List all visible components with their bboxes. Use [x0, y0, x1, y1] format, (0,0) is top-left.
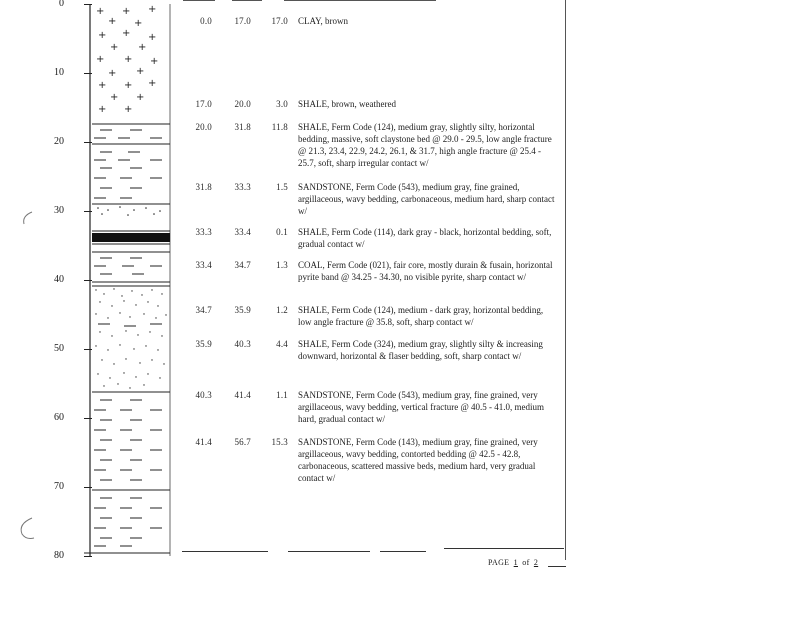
- svg-text:+: +: [110, 92, 119, 103]
- depth-label: 10: [54, 67, 64, 78]
- row-desc: SANDSTONE, Ferm Code (543), medium gray, fine grained, very argillaceous, wavy bedding, vertical fracture @ 40.5 - 41.0, medium hard, gradual contact w/: [298, 390, 545, 424]
- row-to: 33.4: [234, 227, 251, 237]
- row-to: 40.3: [234, 339, 251, 349]
- row-desc: CLAY, brown: [298, 16, 349, 26]
- row-from: 41.4: [195, 437, 212, 447]
- shale-pattern-mid: [92, 252, 170, 282]
- row-desc: COAL, Ferm Code (021), fair core, mostly durain & fusain, horizontal pyrite band @ 34.25 - 34.30, no visible pyrite, sharp contact w/: [298, 260, 553, 282]
- row-desc: SHALE, Ferm Code (114), dark gray - black, horizontal bedding, soft, gradual contact w/: [298, 227, 552, 249]
- table-right-rule: [565, 0, 566, 560]
- depth-label: 60: [54, 412, 64, 423]
- row-to: 20.0: [234, 99, 251, 109]
- svg-text:+: +: [108, 68, 117, 79]
- svg-text:+: +: [138, 42, 147, 53]
- sandstone-pattern-main: [95, 288, 166, 388]
- row-desc: SHALE, Ferm Code (124), medium - dark gray, horizontal bedding, low angle fracture @ 35.8, soft, sharp contact w/: [298, 305, 544, 327]
- svg-text:+: +: [108, 16, 117, 27]
- depth-tick: [84, 556, 92, 557]
- row-to: 41.4: [234, 390, 251, 400]
- row-from: 17.0: [195, 99, 212, 109]
- svg-text:+: +: [148, 78, 157, 89]
- row-thick: 1.1: [276, 390, 288, 400]
- depth-label: 20: [54, 136, 64, 147]
- row-thick: 4.4: [276, 339, 288, 349]
- depth-tick: [84, 4, 92, 5]
- svg-text:+: +: [122, 6, 131, 17]
- bottom-rule: [444, 548, 564, 549]
- row-from: 35.9: [195, 339, 212, 349]
- shale-pattern-upper: [92, 124, 170, 198]
- footer-rule: [548, 566, 566, 567]
- header-rule-left: [183, 0, 215, 1]
- svg-text:+: +: [134, 18, 143, 29]
- depth-label: 30: [54, 205, 64, 216]
- svg-text:+: +: [96, 54, 105, 65]
- page-footer: [488, 558, 540, 567]
- svg-text:+: +: [96, 6, 105, 17]
- row-thick: 11.8: [271, 122, 288, 132]
- row-thick: 1.5: [276, 182, 288, 192]
- svg-text:+: +: [136, 92, 145, 103]
- header-rule-mid: [232, 0, 262, 1]
- depth-label: 0: [59, 0, 64, 9]
- depth-tick: [84, 349, 92, 350]
- depth-label: 80: [54, 550, 64, 561]
- svg-text:+: +: [122, 28, 131, 39]
- bottom-rule: [380, 551, 426, 552]
- sandstone-pattern-thin: [92, 204, 170, 216]
- row-from: 33.3: [195, 227, 212, 237]
- depth-label: 40: [54, 274, 64, 285]
- lithology-column: [0, 0, 180, 570]
- svg-text:+: +: [110, 42, 119, 53]
- row-thick: 15.3: [271, 437, 288, 447]
- row-thick: 1.2: [276, 305, 288, 315]
- svg-text:+: +: [148, 32, 157, 43]
- svg-text:+: +: [148, 4, 157, 15]
- page-of: of: [522, 558, 530, 567]
- header-rule-right: [284, 0, 436, 1]
- svg-text:+: +: [124, 54, 133, 65]
- row-thick: 1.3: [276, 260, 288, 270]
- bottom-rule: [182, 551, 268, 552]
- clay-pattern: [96, 4, 158, 115]
- row-desc: SHALE, brown, weathered: [298, 99, 396, 109]
- coal-band: [92, 233, 170, 242]
- sandstone-dashes: [84, 286, 170, 553]
- row-to: 56.7: [234, 437, 251, 447]
- row-desc: SHALE, Ferm Code (124), medium gray, slightly silty, horizontal bedding, massive, soft claystone bed @ 29.0 - 29.5, low angle fracture @ 21.3, 23.4, 22.9, 24.2, 26.1, & 31.7, high angle fracture @ 25.4 - 25.7, soft, sharp irregular contact w/: [298, 122, 552, 168]
- row-to: 31.8: [234, 122, 251, 132]
- depth-label: 50: [54, 343, 64, 354]
- depth-label: 70: [54, 481, 64, 492]
- row-thick: 17.0: [271, 16, 288, 26]
- row-to: 17.0: [234, 16, 251, 26]
- svg-text:+: +: [136, 66, 145, 77]
- row-desc: SANDSTONE, Ferm Code (543), medium gray, fine grained, argillaceous, wavy bedding, carbonaceous, medium hard, sharp contact w/: [298, 182, 555, 216]
- svg-text:+: +: [124, 80, 133, 91]
- row-desc: SHALE, Ferm Code (324), medium gray, slightly silty & increasing downward, horizontal & flaser bedding, soft, sharp contact w/: [298, 339, 543, 361]
- svg-text:+: +: [150, 56, 159, 67]
- row-to: 35.9: [234, 305, 251, 315]
- depth-tick: [84, 142, 92, 143]
- row-desc: SANDSTONE, Ferm Code (143), medium gray, fine grained, very argillaceous, wavy bedding, contorted bedding @ 42.5 - 42.8, carbonaceous, scattered massive beds, medium hard, very gradual contact w/: [298, 437, 538, 483]
- row-from: 20.0: [195, 122, 212, 132]
- row-thick: 0.1: [276, 227, 288, 237]
- page-number: 1: [513, 558, 518, 567]
- scan-mark-2: [21, 518, 34, 539]
- bottom-rule: [288, 551, 370, 552]
- depth-tick: [84, 73, 92, 74]
- depth-tick: [84, 280, 92, 281]
- row-to: 34.7: [234, 260, 251, 270]
- depth-tick: [84, 487, 92, 488]
- depth-tick: [84, 418, 92, 419]
- scan-mark: [24, 212, 32, 224]
- row-to: 33.3: [234, 182, 251, 192]
- page-label: PAGE: [488, 558, 510, 567]
- row-thick: 3.0: [276, 99, 288, 109]
- row-from: 40.3: [195, 390, 212, 400]
- page-total: 2: [533, 558, 539, 567]
- row-from: 34.7: [195, 305, 212, 315]
- svg-text:+: +: [98, 80, 107, 91]
- row-from: 31.8: [195, 182, 212, 192]
- row-from: 33.4: [195, 260, 212, 270]
- svg-text:+: +: [124, 104, 133, 115]
- svg-text:+: +: [98, 104, 107, 115]
- row-from: 0.0: [200, 16, 212, 26]
- svg-text:+: +: [98, 30, 107, 41]
- depth-tick: [84, 211, 92, 212]
